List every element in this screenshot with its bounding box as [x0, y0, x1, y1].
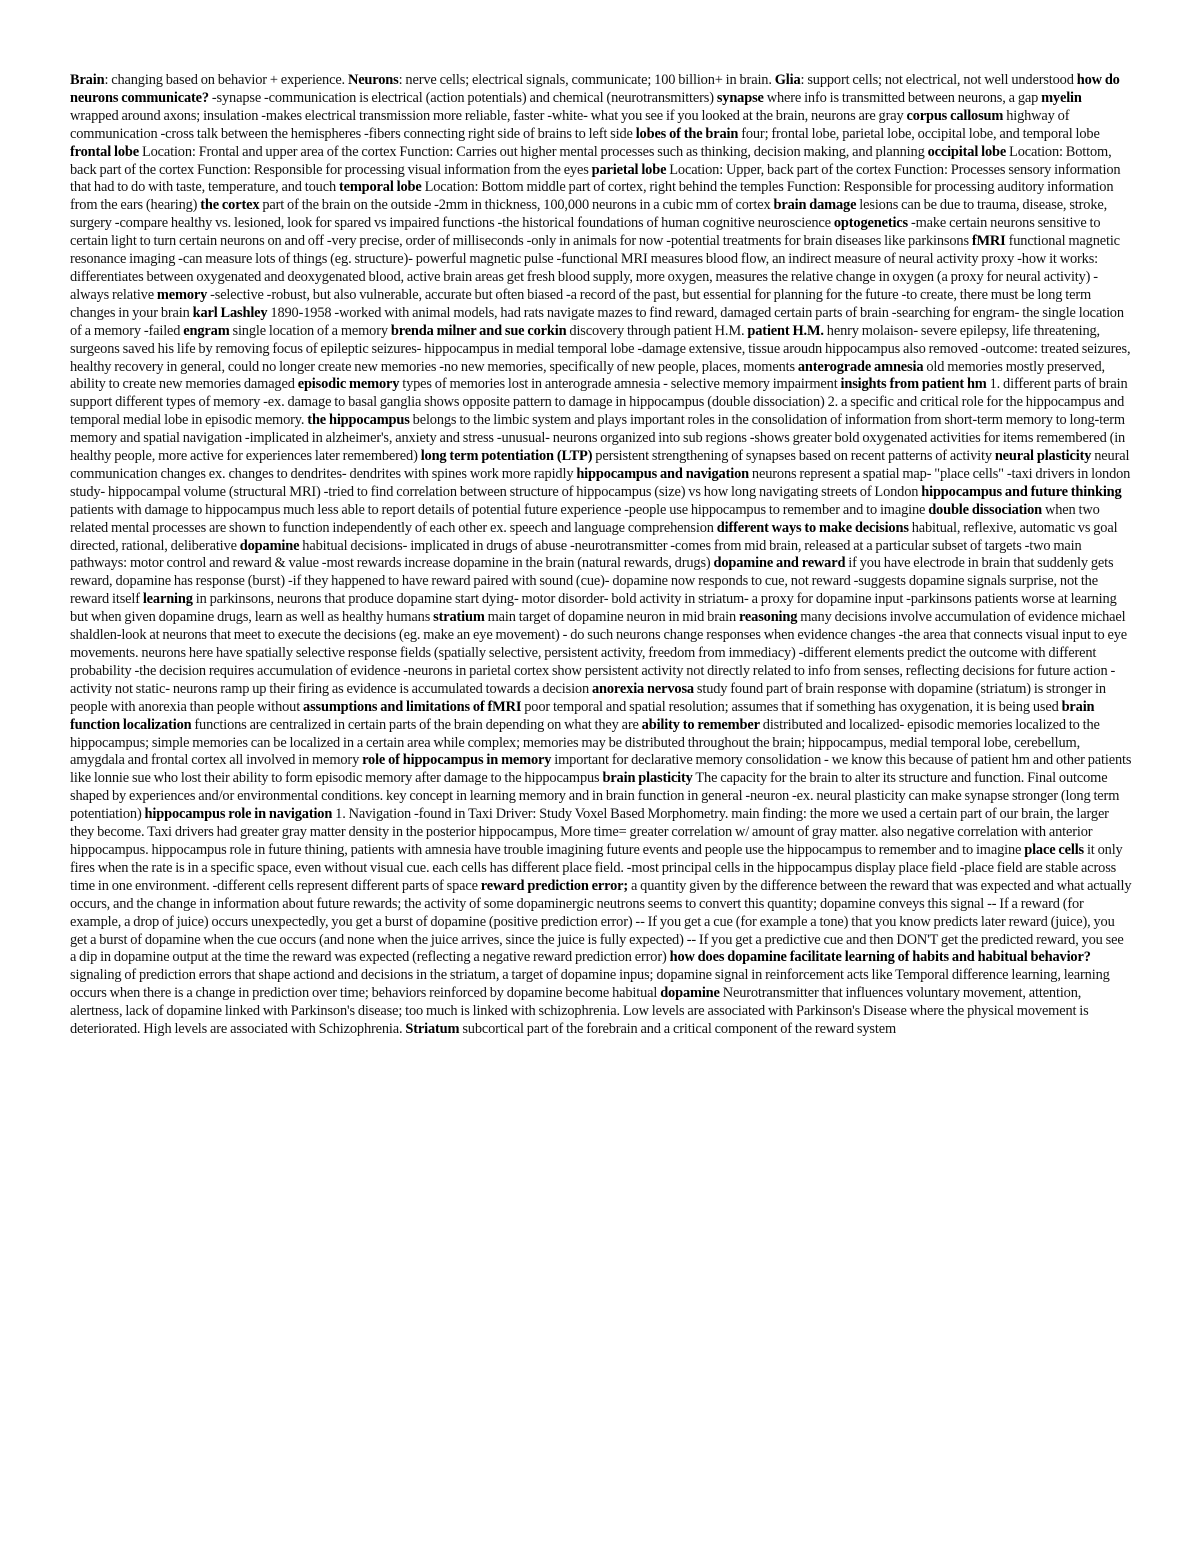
note-definition: old memories mostly preserved, ability to create new memories damaged	[70, 358, 1105, 393]
note-term: temporal lobe	[338, 179, 422, 196]
note-term: Striatum	[405, 1021, 460, 1038]
note-definition: when two related mental processes are shown to function independently of each other ex. speech and language comprehension	[70, 501, 1100, 536]
note-definition: : support cells; not electrical, not well understood	[800, 72, 1077, 88]
note-term: anorexia nervosa	[591, 680, 694, 697]
note-term: episodic memory	[297, 376, 400, 393]
note-definition: habitual decisions- implicated in drugs of abuse -neurotransmitter -comes from mid brain, released at a particular subset of targets -two main pathways: motor control and reward & value -most rewards increase dopamine in the brain (natural rewards, drugs)	[70, 537, 1082, 572]
note-definition: many decisions involve accumulation of evidence michael shaldlen-look at neurons that meet to execute the decisions (eg. make an eye movement) - do such neurons change responses when evidence changes -the area that connects visual input to eye movements. neurons here have spatially selective response fields (spatially selective, persistent activity, freedom from immediacy) -different elements predict the outcome with different probability -the decision requires accumulation of evidence -neurons in parietal cortex show persistent activity not directly related to info from senses, reflecting decisions for future action -activity not static- neurons ramp up their firing as evidence is accumulated towards a decision	[70, 609, 1128, 697]
note-definition: -selective -robust, but also vulnerable, accurate but often biased -a record of the past, but essential for planning for the future -to create, there must be long term changes in your brain	[70, 286, 1092, 321]
note-definition: Neurotransmitter that influences voluntary movement, attention, alertness, lack of dopamine linked with Parkinson's disease; too much is linked with schizophrenia. Low levels are associated with Parkinson's Disease where the physical movement is deteriorated. High levels are associated with Schizophrenia.	[70, 985, 1089, 1038]
note-term: how do neurons communicate?	[70, 72, 1120, 106]
note-definition: belongs to the limbic system and plays important roles in the consolidation of information from short-term memory to long-term memory and spatial navigation -implicated in alzheimer's, anxiety and stress -unusual- neurons organized into sub regions -shows greater bold oxygenated activities for items remembered (in healthy people, more active for experiences later remembered)	[70, 412, 1126, 465]
note-term: assumptions and limitations of fMRI	[303, 698, 522, 715]
note-definition: wrapped around axons; insulation -makes electrical transmission more reliable, faster -white- what you see if you looked at the brain, neurons are gray	[70, 107, 907, 124]
note-term: brain plasticity	[602, 770, 693, 787]
note-definition: -make certain neurons sensitive to certain light to turn certain neurons on and off -very precise, order of milliseconds -only in animals for now -potential treatments for brain diseases like parkinsons	[70, 215, 1101, 250]
note-definition: functional magnetic resonance imaging -can measure lots of things (eg. structure)- powerful magnetic pulse -functional MRI measures blood flow, an indirect measure of neural activity proxy -how it works: differentiates between oxygenated and deoxygenated blood, active brain areas get fresh blood supply, more oxygen, measures the relative change in oxygen (a proxy for neural activity) -always relative	[70, 233, 1120, 303]
note-definition: neural communication changes ex. changes to dendrites- dendrites with spines work more rapidly	[70, 448, 1130, 482]
note-definition: habitual, reflexive, automatic vs goal directed, rational, deliberative	[70, 519, 1118, 554]
note-term: optogenetics	[833, 215, 908, 232]
note-term: insights from patient hm	[840, 376, 987, 393]
note-definition: it only fires when the rate is in a specific space, even without visual cue. each cells has different place field. -most principal cells in the hippocampus display place field -place field are stable across time in one environment. -different cells represent different parts of space	[70, 841, 1123, 894]
note-term: reward prediction error;	[480, 877, 629, 894]
note-term: brain function localization	[70, 698, 1095, 733]
note-term: brenda milner and sue corkin	[390, 322, 567, 339]
note-definition: distributed and localized- episodic memories localized to the hippocampus; simple memories can be localized in a certain area while complex; memories may be distributed throughout the brain; hippocampus, medial temporal lobe, cerebellum, amygdala and frontal cortex all involved in memory	[70, 716, 1100, 769]
note-term: memory	[156, 286, 208, 303]
note-definition: : changing based on behavior + experience.	[104, 72, 348, 88]
note-term: stratium	[433, 609, 485, 626]
note-definition: 1. different parts of brain support different types of memory -ex. damage to basal ganglia shows opposite pattern to damage in hippocampus (double dissociation) 2. a specific and critical role for the hippocampus and temporal medial lobe in episodic memory.	[70, 376, 1128, 429]
note-term: dopamine	[660, 985, 720, 1002]
note-term: myelin	[1041, 89, 1082, 106]
note-definition: if you have electrode in brain that suddenly gets reward, dopamine has response (burst) -if they happened to have reward paired with sound (cue)- dopamine now responds to cue, not reward -suggests dopamine signals surprise, not the reward itself	[70, 555, 1114, 608]
note-term: engram	[183, 322, 230, 339]
note-definition: signaling of prediction errors that shape actiond and decisions in the striatum, a target of dopamine inpus; dopamine signal in reinforcement acts like Temporal difference learning, learning occurs when there is a change in prediction over time; behaviors reinforced by dopamine become habitual	[70, 967, 1110, 1002]
note-definition: The capacity for the brain to alter its structure and function. Final outcome shaped by experiences and/or environmental conditions. key concept in learning memory and in brain function in general -neuron -ex. neural plasticity can make synapse stronger (long term potentiation)	[70, 770, 1120, 823]
note-term: hippocampus role in navigation	[144, 806, 333, 823]
note-term: karl Lashley	[192, 304, 268, 321]
note-term: brain damage	[773, 197, 857, 214]
note-definition: Location: Bottom, back part of the cortex Function: Responsible for processing visual information from the eyes	[70, 143, 1112, 178]
note-term: reasoning	[738, 609, 798, 626]
note-term: role of hippocampus in memory	[362, 752, 552, 769]
note-definition: four; frontal lobe, parietal lobe, occipital lobe, and temporal lobe	[738, 125, 1100, 142]
note-term: the hippocampus	[307, 412, 410, 429]
note-definition: subcortical part of the forebrain and a critical component of the reward system	[459, 1021, 897, 1038]
note-definition: 1. Navigation -found in Taxi Driver: Study Voxel Based Morphometry. main finding: the more we used a certain part of our brain, the larger they become. Taxi drivers had greater gray matter density in the posterior hippocampus, More time= greater correlation w/ amount of gray matter. also negative correlation with anterior hippocampus. hippocampus role in future thining, patients with amnesia have trouble imagining future events and people use the hippocampus to remember and to imagine	[70, 806, 1109, 858]
note-term: Neurons	[347, 72, 399, 88]
note-term: hippocampus and future thinking	[921, 483, 1122, 500]
note-term: learning	[142, 591, 193, 608]
note-definition: Location: Bottom middle part of cortex, right behind the temples Function: Responsible for processing auditory information from the ears (hearing)	[70, 179, 1114, 214]
note-definition: single location of a memory	[229, 322, 391, 339]
note-term: occipital lobe	[927, 143, 1007, 160]
note-definition: highway of communication -cross talk between the hemispheres -fibers connecting right side of brains to left side	[70, 107, 1070, 142]
note-definition: 1890-1958 -worked with animal models, had rats navigate mazes to find reward, damaged certain parts of brain -searching for engram- the single location of a memory -failed	[70, 304, 1124, 339]
note-term: ability to remember	[641, 716, 760, 733]
note-definition: main target of dopamine neuron in mid brain	[484, 609, 739, 626]
note-definition: lesions can be due to trauma, disease, stroke, surgery -compare healthy vs. lesioned, look for spared vs impaired functions -the historical foundations of human cognitive neuroscience	[70, 197, 1108, 232]
note-term: frontal lobe	[70, 143, 139, 160]
note-definition: where info is transmitted between neurons, a gap	[763, 89, 1042, 106]
note-definition: functions are centralized in certain parts of the brain depending on what they are	[191, 716, 642, 733]
note-term: how does dopamine facilitate learning of habits and habitual behavior?	[669, 949, 1091, 966]
note-definition: Location: Upper, back part of the cortex Function: Processes sensory information that had to do with taste, temperature, and touch	[70, 161, 1121, 196]
note-term: anterograde amnesia	[797, 358, 924, 375]
note-term: corpus callosum	[906, 107, 1004, 124]
note-term: patient H.M.	[747, 322, 824, 339]
note-definition: henry molaison- severe epilepsy, life threatening, surgeons saved his life by removing focus of epileptic seizures- hippocampus in medial temporal lobe -damage extensive, tissue aroudn hippocampus also removed -outcome: treated seizures, healthy recovery in general, could no longer create new memories -no new memories, specifically of new people, places, moments	[70, 322, 1131, 375]
note-definition: neurons represent a spatial map- "place cells" -taxi drivers in london study- hippocampal volume (structural MRI) -tried to find correlation between structure of hippocampus (size) vs how long navigating streets of London	[70, 465, 1131, 500]
note-definition: discovery through patient H.M.	[566, 322, 748, 339]
note-term: place cells	[1024, 841, 1085, 858]
note-definition: persistent strengthening of synapses based on recent patterns of activity	[592, 448, 995, 465]
note-term: hippocampus and navigation	[576, 465, 749, 482]
note-definition: study found part of brain response with dopamine (striatum) is stronger in people with anorexia than people without	[70, 680, 1106, 715]
note-definition: a quantity given by the difference between the reward that was expected and what actually occurs, and the change in information about future rewards; the activity of some dopaminergic neutrons seems to convert this quantity; dopamine conveys this signal -- If a reward (for example, a drop of juice) occurs unexpectedly, you get a burst of dopamine (positive prediction error) -- If you get a cue (for example a tone) that you know predicts later reward (juice), you get a burst of dopamine when the cue occurs (and none when the juice arrives, since the juice is fully expected) -- If you get a predictive cue and then DON'T get the predicted reward, you see a dip in dopamine output at the time the reward was expected (reflecting a negative reward prediction error)	[70, 877, 1132, 966]
note-term: long term potentiation (LTP)	[420, 448, 593, 465]
note-definition: -synapse -communication is electrical (action potentials) and chemical (neurotransmitters)	[208, 89, 717, 106]
note-term: parietal lobe	[591, 161, 667, 178]
note-definition: in parkinsons, neurons that produce dopamine start dying- motor disorder- bold activity in striatum- a proxy for dopamine input -parkinsons patients worse at learning but when given dopamine drugs, learn as well as healthy humans	[70, 591, 1117, 626]
note-term: different ways to make decisions	[716, 519, 909, 536]
note-definition: : nerve cells; electrical signals, communicate; 100 billion+ in brain.	[398, 72, 775, 88]
note-term: double dissociation	[928, 501, 1043, 518]
note-definition: Location: Frontal and upper area of the cortex Function: Carries out higher mental processes such as thinking, decision making, and planning	[139, 143, 928, 160]
note-term: the cortex	[200, 197, 260, 214]
note-definition: important for declarative memory consolidation - we know this because of patient hm and other patients like lonnie sue who lost their ability to form episodic memory after damage to the hippocampus	[70, 752, 1132, 787]
note-term: synapse	[716, 89, 764, 106]
note-term: fMRI	[971, 233, 1006, 250]
note-term: dopamine	[239, 537, 300, 554]
note-term: dopamine and reward	[713, 555, 846, 572]
note-definition: part of the brain on the outside -2mm in thickness, 100,000 neurons in a cubic mm of cortex	[259, 197, 774, 214]
note-term: Brain	[70, 72, 105, 88]
note-term: neural plasticity	[994, 448, 1092, 465]
study-notes-paragraph	[70, 72, 1132, 1039]
note-definition: patients with damage to hippocampus much less able to report details of potential future experience -people use hippocampus to remember and to imagine	[70, 501, 929, 518]
note-term: Glia	[774, 72, 801, 88]
note-definition: poor temporal and spatial resolution; assumes that if something has oxygenation, it is being used	[521, 698, 1062, 715]
note-term: lobes of the brain	[635, 125, 739, 142]
note-definition: types of memories lost in anterograde amnesia - selective memory impairment	[399, 376, 841, 393]
